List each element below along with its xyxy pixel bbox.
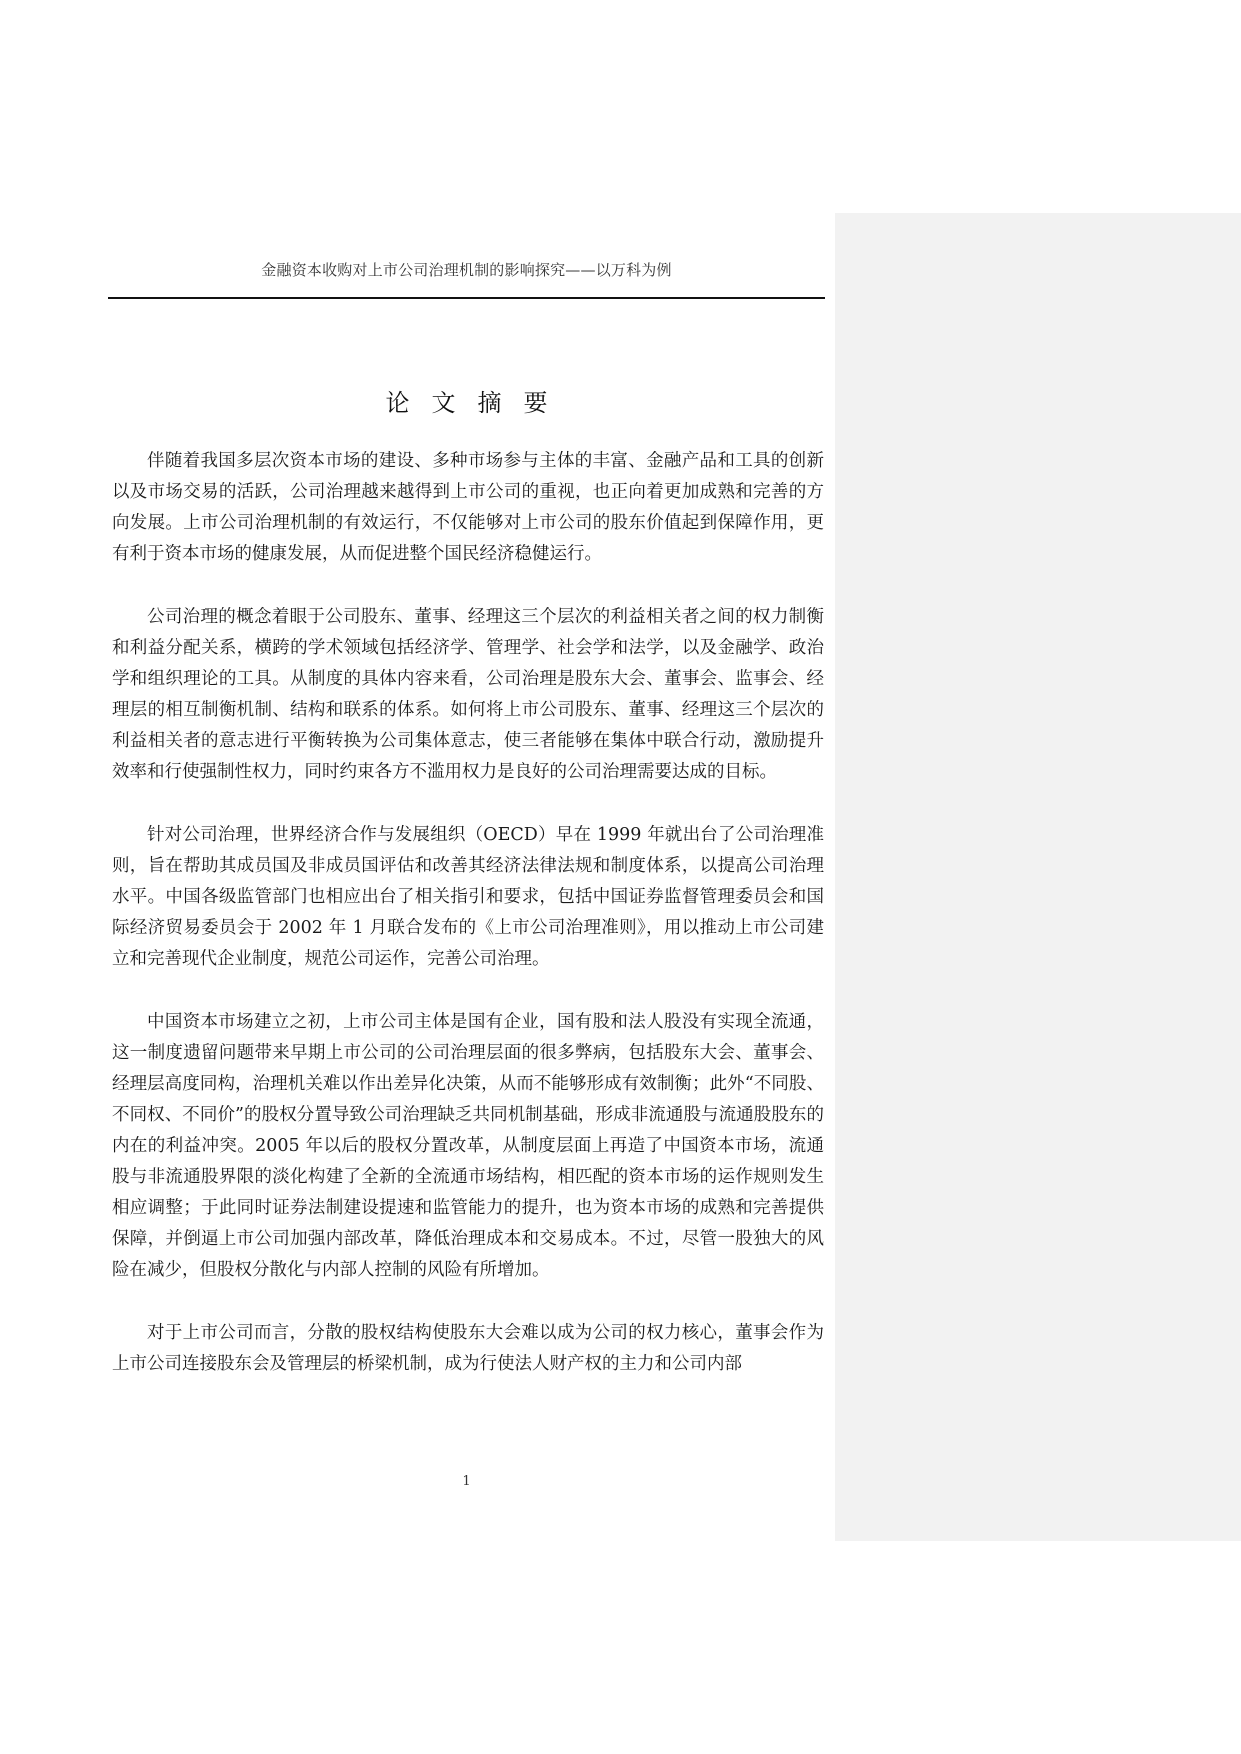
paragraph: 针对公司治理，世界经济合作与发展组织（OECD）早在 1999 年就出台了公司治理准则，旨在帮助其成员国及非成员国评估和改善其经济法律法规和制度体系，以提高公司治理水平。中国各级监管部门也相应出台了相关指引和要求，包括中国证券监督管理委员会和国际经济贸易委员会于 2002 年 1 月联合发布的《上市公司治理准则》，用以推动上市公司建立和完善现代企业制度，规范公司运作，完善公司治理。 xyxy=(112,825,824,969)
abstract-body xyxy=(112,446,824,1412)
paragraph: 伴随着我国多层次资本市场的建设、多种市场参与主体的丰富、金融产品和工具的创新以及市场交易的活跃，公司治理越来越得到上市公司的重视，也正向着更加成熟和完善的方向发展。上市公司治理机制的有效运行，不仅能够对上市公司的股东价值起到保障作用，更有利于资本市场的健康发展，从而促进整个国民经济稳健运行。 xyxy=(112,451,824,564)
abstract-title: 论文摘要 xyxy=(385,389,570,417)
paragraph: 对于上市公司而言，分散的股权结构使股东大会难以成为公司的权力核心，董事会作为上市公司连接股东会及管理层的桥梁机制，成为行使法人财产权的主力和公司内部 xyxy=(112,1323,824,1374)
paragraph: 中国资本市场建立之初，上市公司主体是国有企业，国有股和法人股没有实现全流通，这一制度遗留问题带来早期上市公司的公司治理层面的很多弊病，包括股东大会、董事会、经理层高度同构，治理机关难以作出差异化决策，从而不能够形成有效制衡；此外“不同股、不同权、不同价”的股权分置导致公司治理缺乏共同机制基础，形成非流通股与流通股股东的内在的利益冲突。2005 年以后的股权分置改革，从制度层面上再造了中国资本市场，流通股与非流通股界限的淡化构建了全新的全流通市场结构，相匹配的资本市场的运作规则发生相应调整；于此同时证券法制建设提速和监管能力的提升，也为资本市场的成熟和完善提供保障，并倒逼上市公司加强内部改革，降低治理成本和交易成本。不过，尽管一股独大的风险在减少，但股权分散化与内部人控制的风险有所增加。 xyxy=(112,1012,824,1280)
page-number: 1 xyxy=(462,1474,471,1489)
paragraph: 公司治理的概念着眼于公司股东、董事、经理这三个层次的利益相关者之间的权力制衡和利益分配关系，横跨的学术领域包括经济学、管理学、社会学和法学，以及金融学、政治学和组织理论的工具。从制度的具体内容来看，公司治理是股东大会、董事会、监事会、经理层的相互制衡机制、结构和联系的体系。如何将上市公司股东、董事、经理这三个层次的利益相关者的意志进行平衡转换为公司集体意志，使三者能够在集体中联合行动，激励提升效率和行使强制性权力，同时约束各方不滥用权力是良好的公司治理需要达成的目标。 xyxy=(112,607,824,782)
comment-pane xyxy=(835,213,1241,1541)
header-rule xyxy=(108,297,825,299)
running-header: 金融资本收购对上市公司治理机制的影响探究——以万科为例 xyxy=(261,261,672,279)
